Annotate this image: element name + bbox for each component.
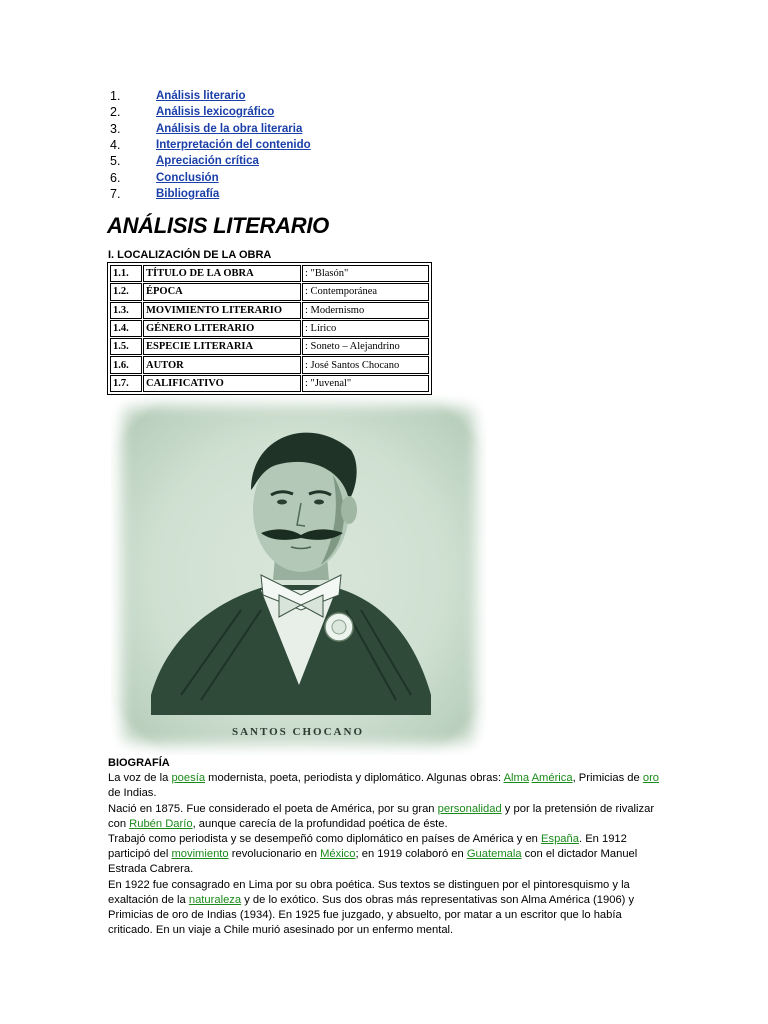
toc-item — [110, 153, 311, 169]
localization-table — [107, 262, 432, 395]
bio-text: con el dictador Manuel Estrada Cabrera. — [108, 848, 638, 876]
portrait-engraving — [111, 395, 486, 755]
toc-item — [110, 121, 311, 137]
toc-link-analisis-literario[interactable]: Análisis literario — [156, 90, 246, 103]
toc-link-conclusion[interactable]: Conclusión — [156, 171, 219, 184]
toc-number: 7. — [110, 186, 121, 201]
bio-text: ; en 1919 colaboró en — [355, 848, 467, 861]
bio-paragraph-1 — [108, 771, 668, 801]
link-alma[interactable]: Alma — [503, 772, 530, 785]
link-naturaleza[interactable]: naturaleza — [188, 893, 242, 906]
toc-link-analisis-lexicografico[interactable]: Análisis lexicográfico — [156, 106, 275, 119]
row-value: : "Blasón" — [302, 265, 429, 282]
row-field: AUTOR — [143, 356, 301, 373]
row-field: TÍTULO DE LA OBRA — [143, 265, 301, 282]
bio-text: y por la pretensión de rivalizar con — [108, 802, 655, 830]
row-number: 1.1. — [110, 265, 142, 282]
row-number: 1.5. — [110, 338, 142, 355]
toc-item — [110, 186, 311, 202]
bio-text: En 1922 fue consagrado en Lima por su obra poética. Sus textos se distinguen por el pintoresquismo y la exaltación de la — [108, 878, 630, 906]
bio-text: Nació en 1875. Fue considerado el poeta de América, por su gran — [108, 802, 438, 815]
toc-number: 6. — [110, 170, 121, 185]
row-field: CALIFICATIVO — [143, 375, 301, 392]
link-poesia[interactable]: poesía — [171, 772, 206, 785]
link-personalidad[interactable]: personalidad — [437, 802, 502, 815]
bio-text: , Primicias de — [572, 772, 643, 785]
row-field: ÉPOCA — [143, 283, 301, 300]
bio-paragraph-2 — [108, 802, 668, 832]
table-row — [110, 356, 429, 373]
row-number: 1.4. — [110, 320, 142, 337]
link-mexico[interactable]: México — [320, 848, 356, 861]
row-field: ESPECIE LITERARIA — [143, 338, 301, 355]
bio-paragraph-4 — [108, 878, 668, 939]
bio-text: de Indias. — [108, 787, 157, 800]
link-ruben-dario[interactable]: Rubén Darío — [129, 817, 193, 830]
section-title: I. LOCALIZACIÓN DE LA OBRA — [108, 249, 272, 261]
table-row — [110, 302, 429, 319]
table-row — [110, 338, 429, 355]
table-row — [110, 283, 429, 300]
link-america[interactable]: América — [531, 772, 573, 785]
bio-text: y de lo exótico. Sus dos obras más representativas son Alma América (1906) y Primicias de oro de Indias (1934). En 1925 fue juzgado, y absuelto, por matar a un escritor que lo había criticado. En un viaje a Chile murió asesinado por un enfermo mental. — [108, 893, 635, 937]
row-number: 1.3. — [110, 302, 142, 319]
row-value: : Modernismo — [302, 302, 429, 319]
toc-number: 5. — [110, 154, 121, 169]
bio-text: , aunque carecía de la profundidad poética de éste. — [192, 817, 448, 830]
row-number: 1.2. — [110, 283, 142, 300]
page-title: ANÁLISIS LITERARIO — [107, 213, 329, 238]
row-value: : Soneto – Alejandrino — [302, 338, 429, 355]
toc-number: 3. — [110, 121, 121, 136]
bio-text: modernista, poeta, periodista y diplomático. Algunas obras: — [205, 772, 504, 785]
table-row — [110, 375, 429, 392]
row-value: : José Santos Chocano — [302, 356, 429, 373]
bio-text: Trabajó como periodista y se desempeñó como diplomático en países de América y en — [108, 833, 542, 846]
bio-text: . En 1912 participó del — [108, 833, 627, 861]
link-guatemala[interactable]: Guatemala — [466, 848, 522, 861]
toc-item — [110, 104, 311, 120]
toc-number: 4. — [110, 138, 121, 153]
bio-paragraph-3 — [108, 832, 668, 878]
toc-item — [110, 169, 311, 185]
biography-title: BIOGRAFÍA — [108, 757, 170, 769]
row-value: : Lírico — [302, 320, 429, 337]
bio-text: La voz de la — [108, 772, 172, 785]
author-portrait — [111, 395, 486, 755]
biography — [108, 756, 668, 938]
row-number: 1.7. — [110, 375, 142, 392]
table-of-contents — [110, 88, 311, 202]
toc-item — [110, 88, 311, 104]
bio-text: revolucionario en — [228, 848, 321, 861]
row-value: : "Juvenal" — [302, 375, 429, 392]
link-movimiento[interactable]: movimiento — [171, 848, 229, 861]
link-espana[interactable]: España — [541, 833, 579, 846]
toc-number: 2. — [110, 105, 121, 120]
toc-link-analisis-obra[interactable]: Análisis de la obra literaria — [156, 122, 303, 135]
toc-item — [110, 137, 311, 153]
row-field: MOVIMIENTO LITERARIO — [143, 302, 301, 319]
row-value: : Contemporánea — [302, 283, 429, 300]
toc-link-interpretacion[interactable]: Interpretación del contenido — [156, 139, 311, 152]
toc-number: 1. — [110, 89, 121, 104]
table-row — [110, 265, 429, 282]
toc-link-bibliografia[interactable]: Bibliografía — [156, 187, 220, 200]
portrait-caption: SANTOS CHOCANO — [231, 726, 365, 738]
row-field: GÉNERO LITERARIO — [143, 320, 301, 337]
table-row — [110, 320, 429, 337]
row-number: 1.6. — [110, 356, 142, 373]
link-oro[interactable]: oro — [642, 772, 660, 785]
toc-link-apreciacion[interactable]: Apreciación crítica — [156, 155, 259, 168]
